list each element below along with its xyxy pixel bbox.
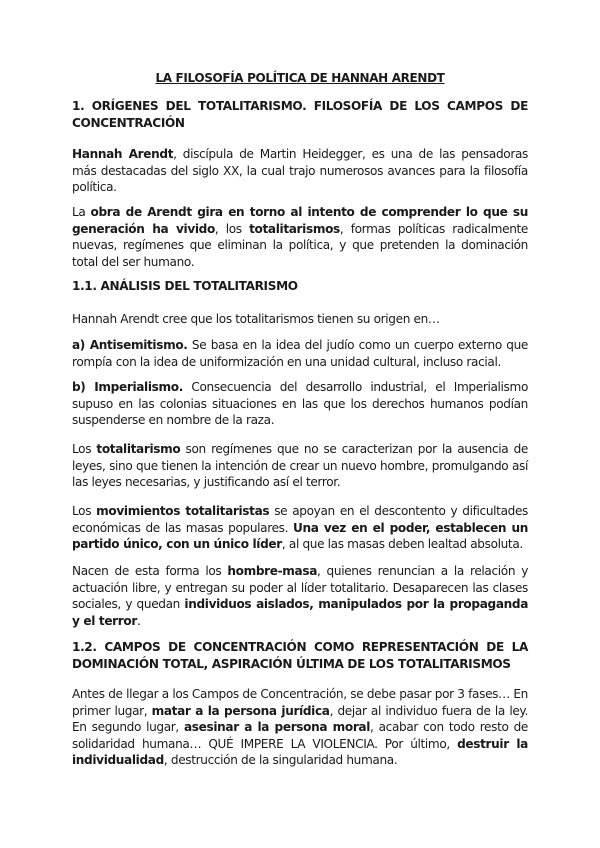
section-heading-analysis: 1.1. ANÁLISIS DEL TOTALITARISMO bbox=[72, 279, 298, 293]
paragraph-origins-intro: Hannah Arendt cree que los totalitarismos tienen su origen en… bbox=[72, 312, 440, 326]
paragraph-mass-man: Nacen de esta forma los hombre-masa, quienes renuncian a la relación y actuación libre, y entregan su poder al líder totalitario. Desaparecen las clases sociales, y quedan individuos aislados, manipulados por la propaganda y el terror. bbox=[72, 564, 529, 628]
paragraph-movements: Los movimientos totalitaristas se apoyan en el descontento y dificultades económicas de las masas populares. Una vez en el poder, establecen un partido único, con un único líder, al que las masas deben lealtad absoluta. bbox=[72, 504, 529, 552]
paragraph-antisemitism: a) Antisemitismo. Se basa en la idea del judío como un cuerpo externo que rompía con la idea de uniformización en una unidad cultural, incluso racial. bbox=[72, 338, 529, 369]
paragraph-totalitarianism: Los totalitarismo son regímenes que no se caracterizan por la ausencia de leyes, sino que tienen la intención de crear un nuevo hombre, promulgando así las leyes necesarias, y justificando así el terror. bbox=[72, 442, 528, 490]
document-title: LA FILOSOFÍA POLÍTICA DE HANNAH ARENDT bbox=[155, 71, 445, 85]
paragraph-three-phases: Antes de llegar a los Campos de Concentración, se debe pasar por 3 fases… En primer lugar, matar a la persona jurídica, dejar al individuo fuera de la ley. En segundo lugar, asesinar a la persona moral, acabar con todo resto de solidaridad humana… QUÉ IMPERE LA VIOLENCIA. Por último, destruir la individualidad, destrucción de la singularidad humana. bbox=[72, 687, 529, 768]
paragraph-arendt-intro: Hannah Arendt, discípula de Martin Heidegger, es una de las pensadoras más destacadas del siglo XX, la cual trajo numerosos avances para la filosofía política. bbox=[72, 147, 528, 195]
paragraph-imperialism: b) Imperialismo. Consecuencia del desarrollo industrial, el Imperialismo supuso en las colonias situaciones en las que los derechos humanos podían suspenderse en nombre de la raza. bbox=[72, 380, 528, 428]
paragraph-arendt-work: La obra de Arendt gira en torno al intento de comprender lo que su generación ha vivido, los totalitarismos, formas políticas radicalmente nuevas, regímenes que eliminan la política, y que pretenden la dominación total del ser humano. bbox=[72, 205, 528, 269]
section-heading-origins: 1. ORÍGENES DEL TOTALITARISMO. FILOSOFÍA DE LOS CAMPOS DE CONCENTRACIÓN bbox=[72, 99, 528, 130]
section-heading-camps: 1.2. CAMPOS DE CONCENTRACIÓN COMO REPRESENTACIÓN DE LA DOMINACIÓN TOTAL, ASPIRACIÓN ÚLTIMA DE LOS TOTALITARISMOS bbox=[72, 640, 528, 671]
